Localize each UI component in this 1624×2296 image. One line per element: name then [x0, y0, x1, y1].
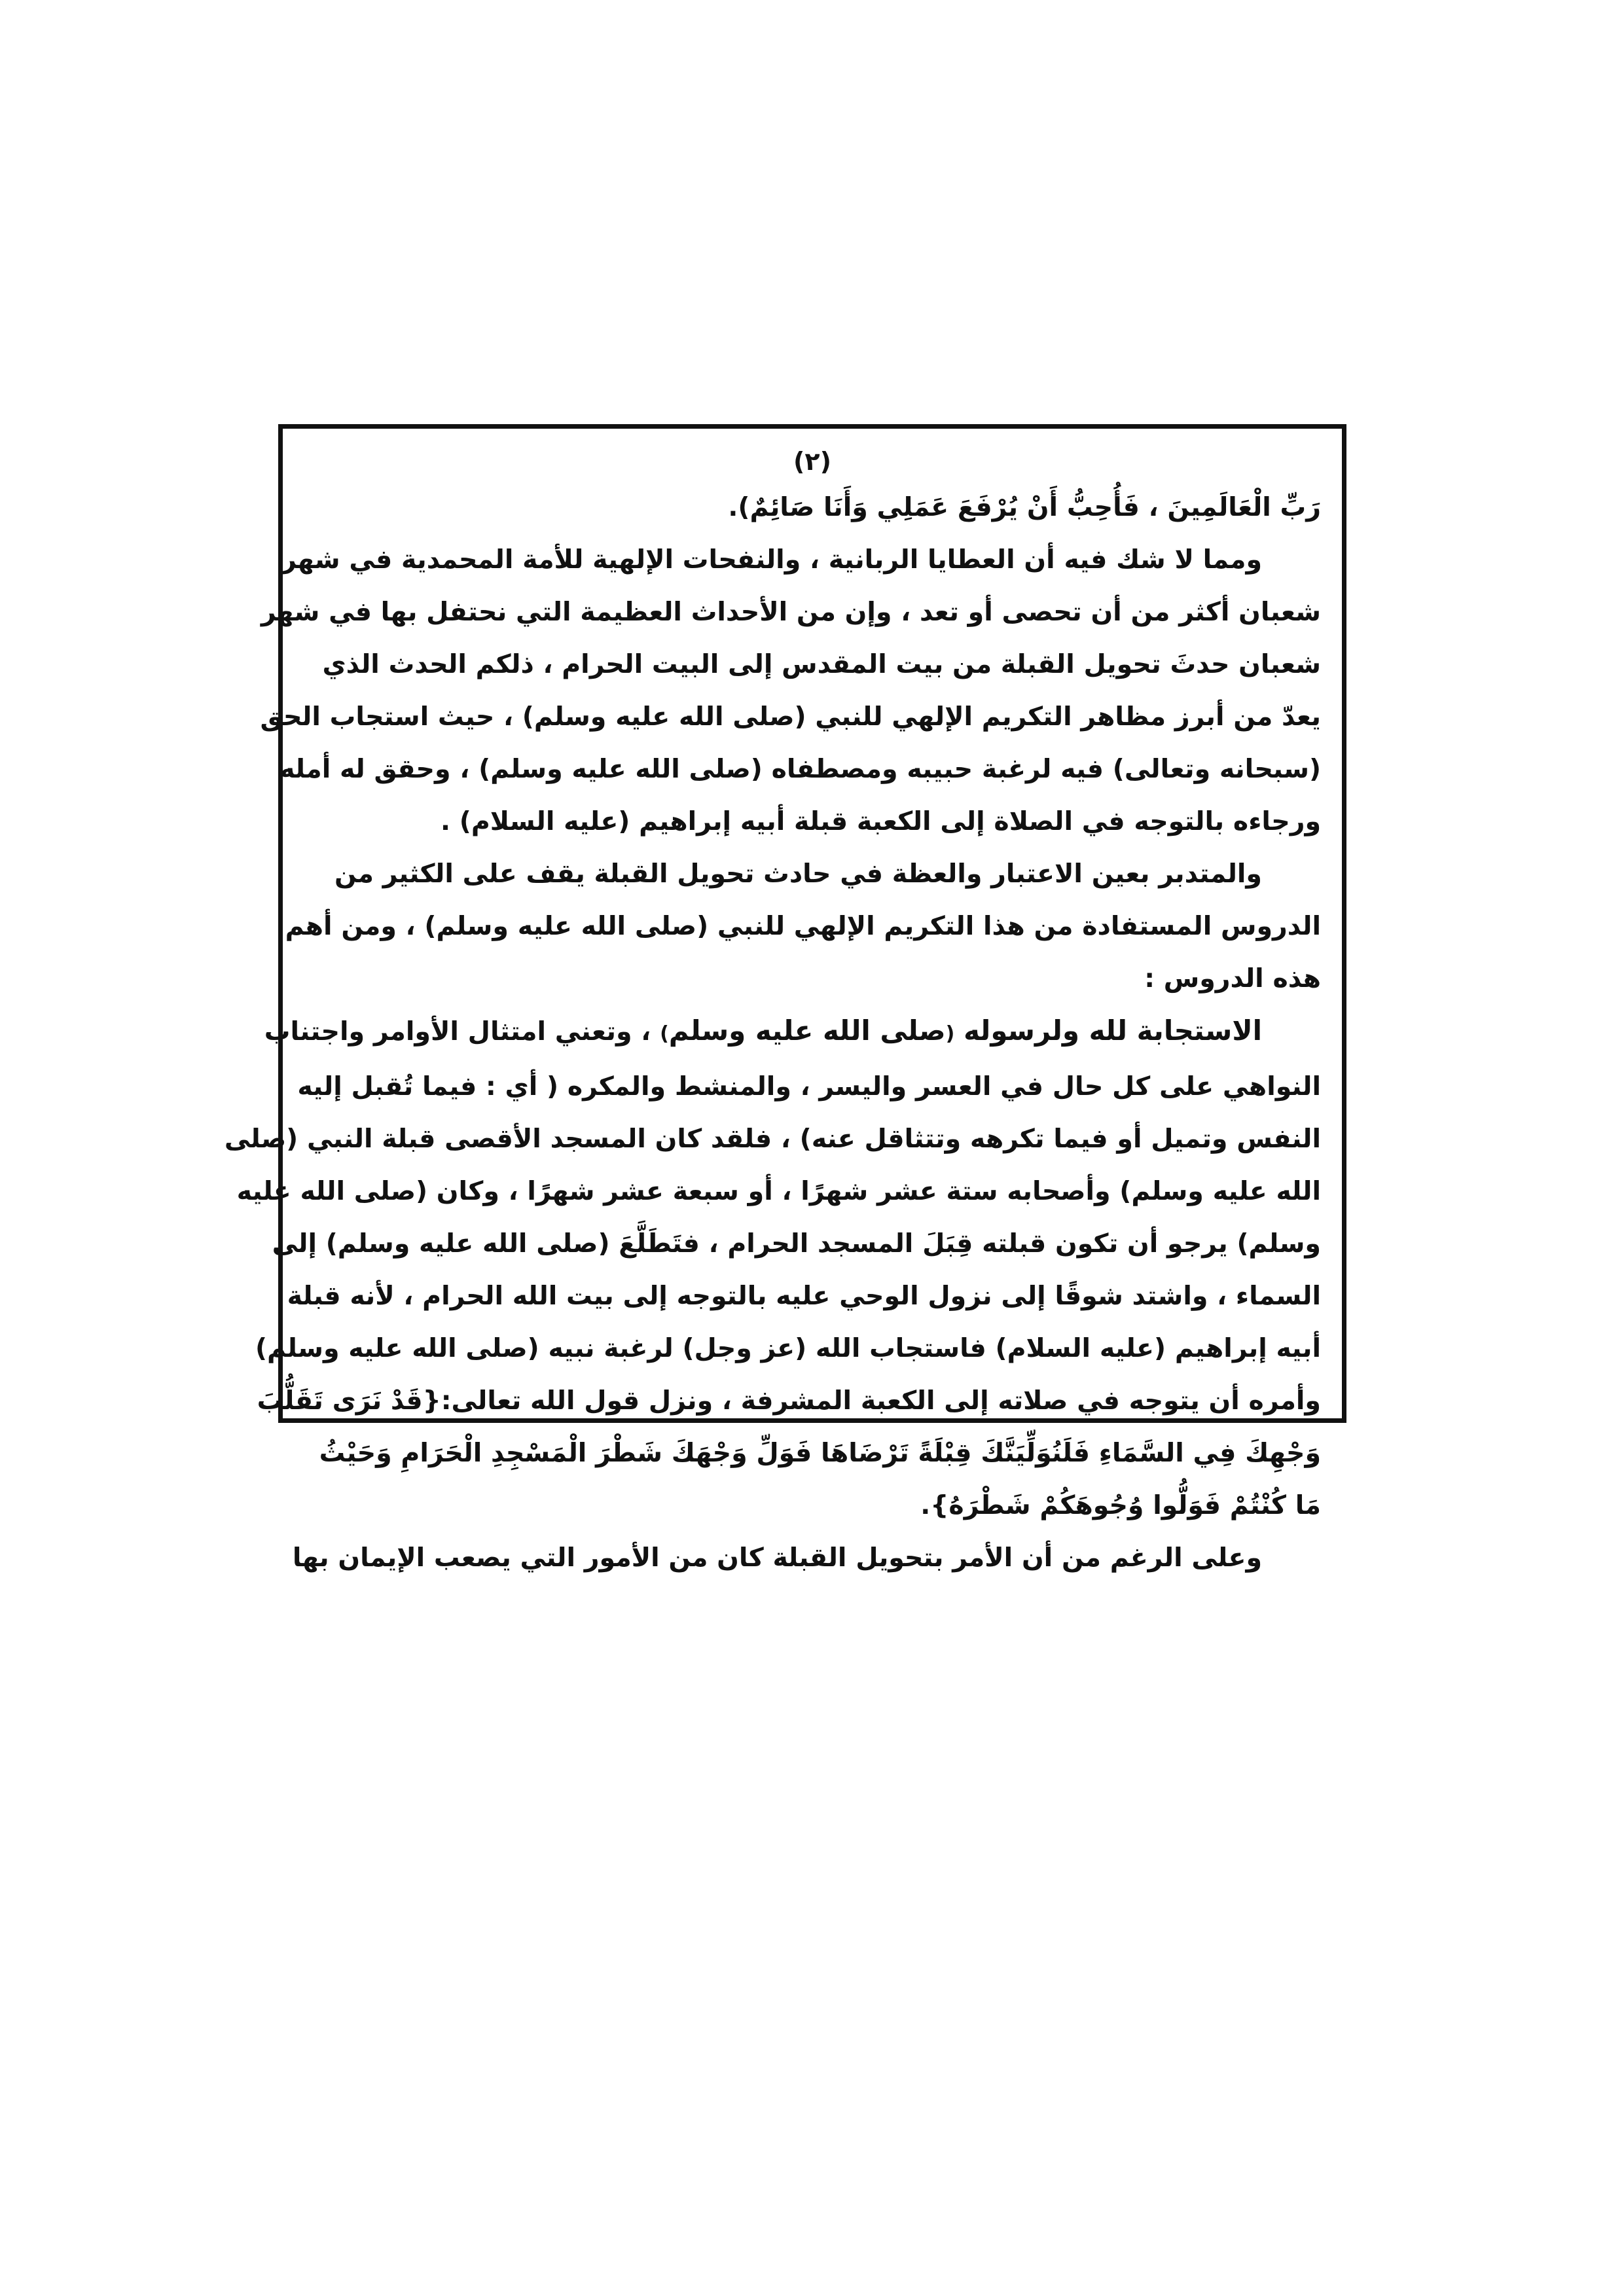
text-line-9: الدروس المستفادة من هذا التكريم الإلهي للنبي (صلى الله عليه وسلم) ، ومن أهم — [285, 911, 1321, 941]
text-line-13: النفس وتميل أو فيما تكرهه وتتثاقل عنه) ، فلقد كان المسجد الأقصى قبلة النبي (صلى — [224, 1124, 1321, 1154]
quran-verse-line-2: مَا كُنْتُمْ فَوَلُّوا وُجُوهَكُمْ شَطْرَهُ}. — [920, 1490, 1321, 1520]
text-line-15: وسلم) يرجو أن تكون قبلته قِبَلَ المسجد الحرام ، فتَطَلَّعَ (صلى الله عليه وسلم) إلى — [272, 1229, 1321, 1259]
text-line-16: السماء ، واشتد شوقًا إلى نزول الوحي عليه بالتوجه إلى بيت الله الحرام ، لأنه قبلة — [287, 1281, 1321, 1311]
heading-rest: ، وتعني امتثال الأوامر واجتناب — [264, 1016, 660, 1047]
text-line-2: ومما لا شك فيه أن العطايا الربانية ، والنفحات الإلهية للأمة المحمدية في شهر — [281, 545, 1262, 575]
heading-paren-open: ( — [945, 1022, 955, 1045]
text-line-4: شعبان حدثَ تحويل القبلة من بيت المقدس إلى البيت الحرام ، ذلكم الحدث الذي — [322, 649, 1321, 679]
text-line-3: شعبان أكثر من أن تحصى أو تعد ، وإن من الأحداث العظيمة التي نحتفل بها في شهر — [261, 597, 1321, 627]
text-line-6: (سبحانه وتعالى) فيه لرغبة حبيبه ومصطفاه (صلى الله عليه وسلم) ، وحقق له أمله — [280, 754, 1321, 784]
heading-honorific: صلى الله عليه وسلم — [668, 1014, 946, 1047]
text-line-12: النواهي على كل حال في العسر واليسر ، والمنشط والمكره ( أي : فيما تُقبل إليه — [297, 1071, 1321, 1102]
text-line-1: رَبِّ الْعَالَمِينَ ، فَأُحِبُّ أَنْ يُرْفَعَ عَمَلِي وَأَنَا صَائِمٌ). — [728, 492, 1321, 522]
text-line-18: وأمره أن يتوجه في صلاته إلى الكعبة المشرفة ، ونزل قول الله تعالى:{قَدْ نَرَى تَقَلُّبَ — [257, 1386, 1321, 1416]
text-line-7: ورجاءه بالتوجه في الصلاة إلى الكعبة قبلة أبيه إبراهيم (عليه السلام) . — [441, 806, 1321, 836]
quran-verse-line-1: وَجْهِكَ فِي السَّمَاءِ فَلَنُوَلِّيَنَّكَ قِبْلَةً تَرْضَاهَا فَوَلِّ وَجْهَكَ شَطْرَ الْمَسْجِدِ الْحَرَامِ وَحَيْثُ — [319, 1438, 1321, 1468]
text-line-5: يعدّ من أبرز مظاهر التكريم الإلهي للنبي (صلى الله عليه وسلم) ، حيث استجاب الحق — [260, 702, 1321, 732]
text-line-14: الله عليه وسلم) وأصحابه ستة عشر شهرًا ، أو سبعة عشر شهرًا ، وكان (صلى الله عليه — [236, 1176, 1321, 1206]
text-line-8: والمتدبر بعين الاعتبار والعظة في حادث تحويل القبلة يقف على الكثير من — [334, 859, 1262, 889]
heading-paren-close: ) — [660, 1022, 669, 1045]
text-line-10: هذه الدروس : — [1144, 963, 1321, 994]
section-heading-line — [264, 1005, 1321, 1060]
section-heading: الاستجابة لله ولرسوله — [964, 1014, 1262, 1047]
page-number: (٢) — [793, 447, 831, 476]
document-frame — [224, 424, 1346, 1573]
text-line-17: أبيه إبراهيم (عليه السلام) فاستجاب الله (عز وجل) لرغبة نبيه (صلى الله عليه وسلم) — [255, 1333, 1321, 1363]
text-line-21: وعلى الرغم من أن الأمر بتحويل القبلة كان من الأمور التي يصعب الإيمان بها — [292, 1543, 1262, 1573]
